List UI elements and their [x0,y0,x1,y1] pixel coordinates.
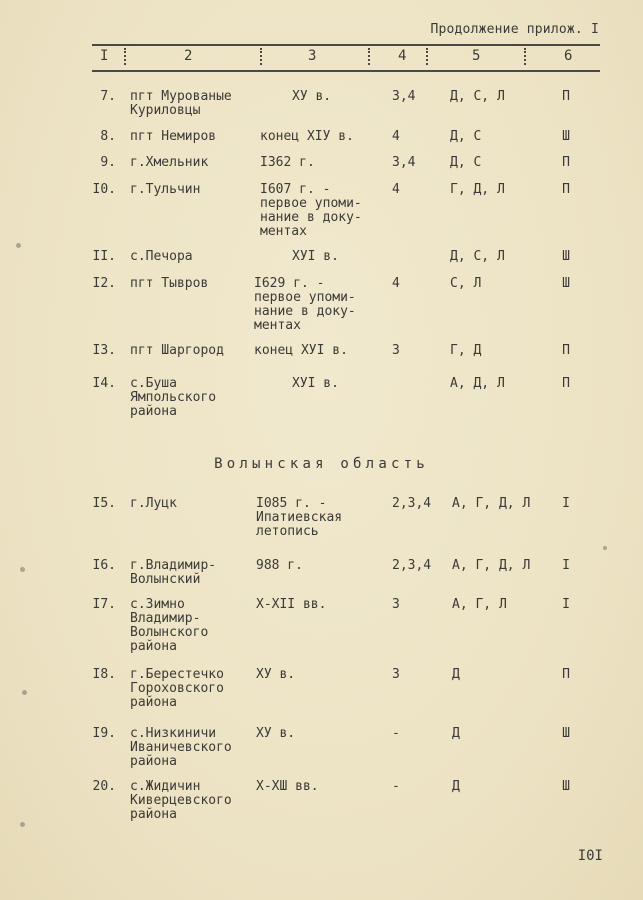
continuation-label: Продолжение прилож. I [430,22,599,37]
column-6-value: П [562,376,570,391]
column-5-value: Д, С, Л [450,89,505,104]
column-6-value: I [562,597,570,612]
settlement-name: с.Буша Ямпольского района [130,376,217,419]
column-4-value: - [392,726,400,741]
column-4-value: 2,3,4 [392,558,432,573]
row-number: I7. [92,597,116,612]
settlement-name: пгт Тывров [130,276,209,291]
column-5-value: А, Д, Л [450,376,505,391]
column-5-value: Д, С [450,155,482,170]
column-divider [368,48,370,65]
row-number: I3. [92,343,116,358]
row-number: I2. [92,276,116,291]
column-6-value: П [562,155,570,170]
settlement-name: г.Тульчин [130,182,201,197]
first-mention: I629 г. - первое упоми- нание в доку- ментах [254,276,356,333]
column-5-value: А, Г, Л [452,597,507,612]
punch-hole [20,567,25,572]
first-mention: I607 г. - первое упоми- нание в доку- ментах [260,182,362,239]
ink-speck [603,546,607,550]
column-6-value: П [562,667,570,682]
settlement-name: с.Печора [130,249,193,264]
column-6-value: П [562,89,570,104]
first-mention: ХУI в. [292,249,339,264]
column-4-value: 3,4 [392,155,416,170]
column-4-value: 3 [392,667,400,682]
row-number: 20. [92,779,116,794]
punch-hole [20,822,25,827]
first-mention: конец ХУI в. [254,343,348,358]
row-number: 8. [100,129,116,144]
table-header [92,44,600,72]
column-5-value: Д [452,779,460,794]
settlement-name: с.Низкиничи Иваничевского района [130,726,232,769]
punch-hole [16,243,21,248]
column-6-value: I [562,558,570,573]
column-5-value: А, Г, Д, Л [452,496,531,511]
column-header: 4 [398,48,407,64]
column-5-value: А, Г, Д, Л [452,558,531,573]
column-4-value: 2,3,4 [392,496,432,511]
settlement-name: г.Берестечко Гороховского района [130,667,224,710]
row-number: I6. [92,558,116,573]
column-6-value: П [562,182,570,197]
first-mention: I362 г. [260,155,315,170]
column-5-value: Д [452,726,460,741]
column-6-value: Ш [562,779,570,794]
row-number: I9. [92,726,116,741]
settlement-name: пгт Немиров [130,129,217,144]
first-mention: ХУ в. [292,89,332,104]
row-number: 7. [100,89,116,104]
column-6-value: П [562,343,570,358]
first-mention: I085 г. - Ипатиевская летопись [256,496,343,539]
first-mention: ХУ в. [256,726,296,741]
settlement-name: с.Жидичин Киверцевского района [130,779,232,822]
column-4-value: 3 [392,343,400,358]
row-number: I5. [92,496,116,511]
column-header: 5 [472,48,481,64]
column-5-value: Д, С, Л [450,249,505,264]
column-4-value: 4 [392,129,400,144]
column-divider [426,48,428,65]
column-4-value: 4 [392,276,400,291]
column-4-value: 3,4 [392,89,416,104]
column-4-value: - [392,779,400,794]
column-4-value: 4 [392,182,400,197]
column-6-value: Ш [562,726,570,741]
column-header: 6 [564,48,573,64]
region-heading: Волынская область [214,456,429,472]
settlement-name: г.Луцк [130,496,177,511]
row-number: II. [92,249,116,264]
column-6-value: Ш [562,276,570,291]
column-6-value: I [562,496,570,511]
column-6-value: Ш [562,249,570,264]
settlement-name: пгт Шаргород [130,343,224,358]
column-5-value: Д [452,667,460,682]
column-6-value: Ш [562,129,570,144]
punch-hole [22,690,27,695]
column-divider [260,48,262,65]
column-5-value: Г, Д [450,343,482,358]
page-number: I0I [577,848,603,864]
row-number: I0. [92,182,116,197]
settlement-name: пгт Мурованые Куриловцы [130,89,232,118]
settlement-name: г.Владимир- Волынский [130,558,217,587]
column-5-value: Г, Д, Л [450,182,505,197]
first-mention: ХУ в. [256,667,296,682]
first-mention: Х-ХШ вв. [256,779,319,794]
column-header: I [100,48,109,64]
first-mention: ХУI в. [292,376,339,391]
settlement-name: г.Хмельник [130,155,209,170]
settlement-name: с.Зимно Владимир- Волынского района [130,597,209,654]
first-mention: конец ХIУ в. [260,129,354,144]
first-mention: 988 г. [256,558,303,573]
column-header: 3 [308,48,317,64]
first-mention: Х-ХII вв. [256,597,327,612]
column-4-value: 3 [392,597,400,612]
column-divider [524,48,526,65]
column-5-value: Д, С [450,129,482,144]
column-divider [124,48,126,65]
row-number: 9. [100,155,116,170]
row-number: I8. [92,667,116,682]
row-number: I4. [92,376,116,391]
column-5-value: С, Л [450,276,482,291]
column-header: 2 [184,48,193,64]
